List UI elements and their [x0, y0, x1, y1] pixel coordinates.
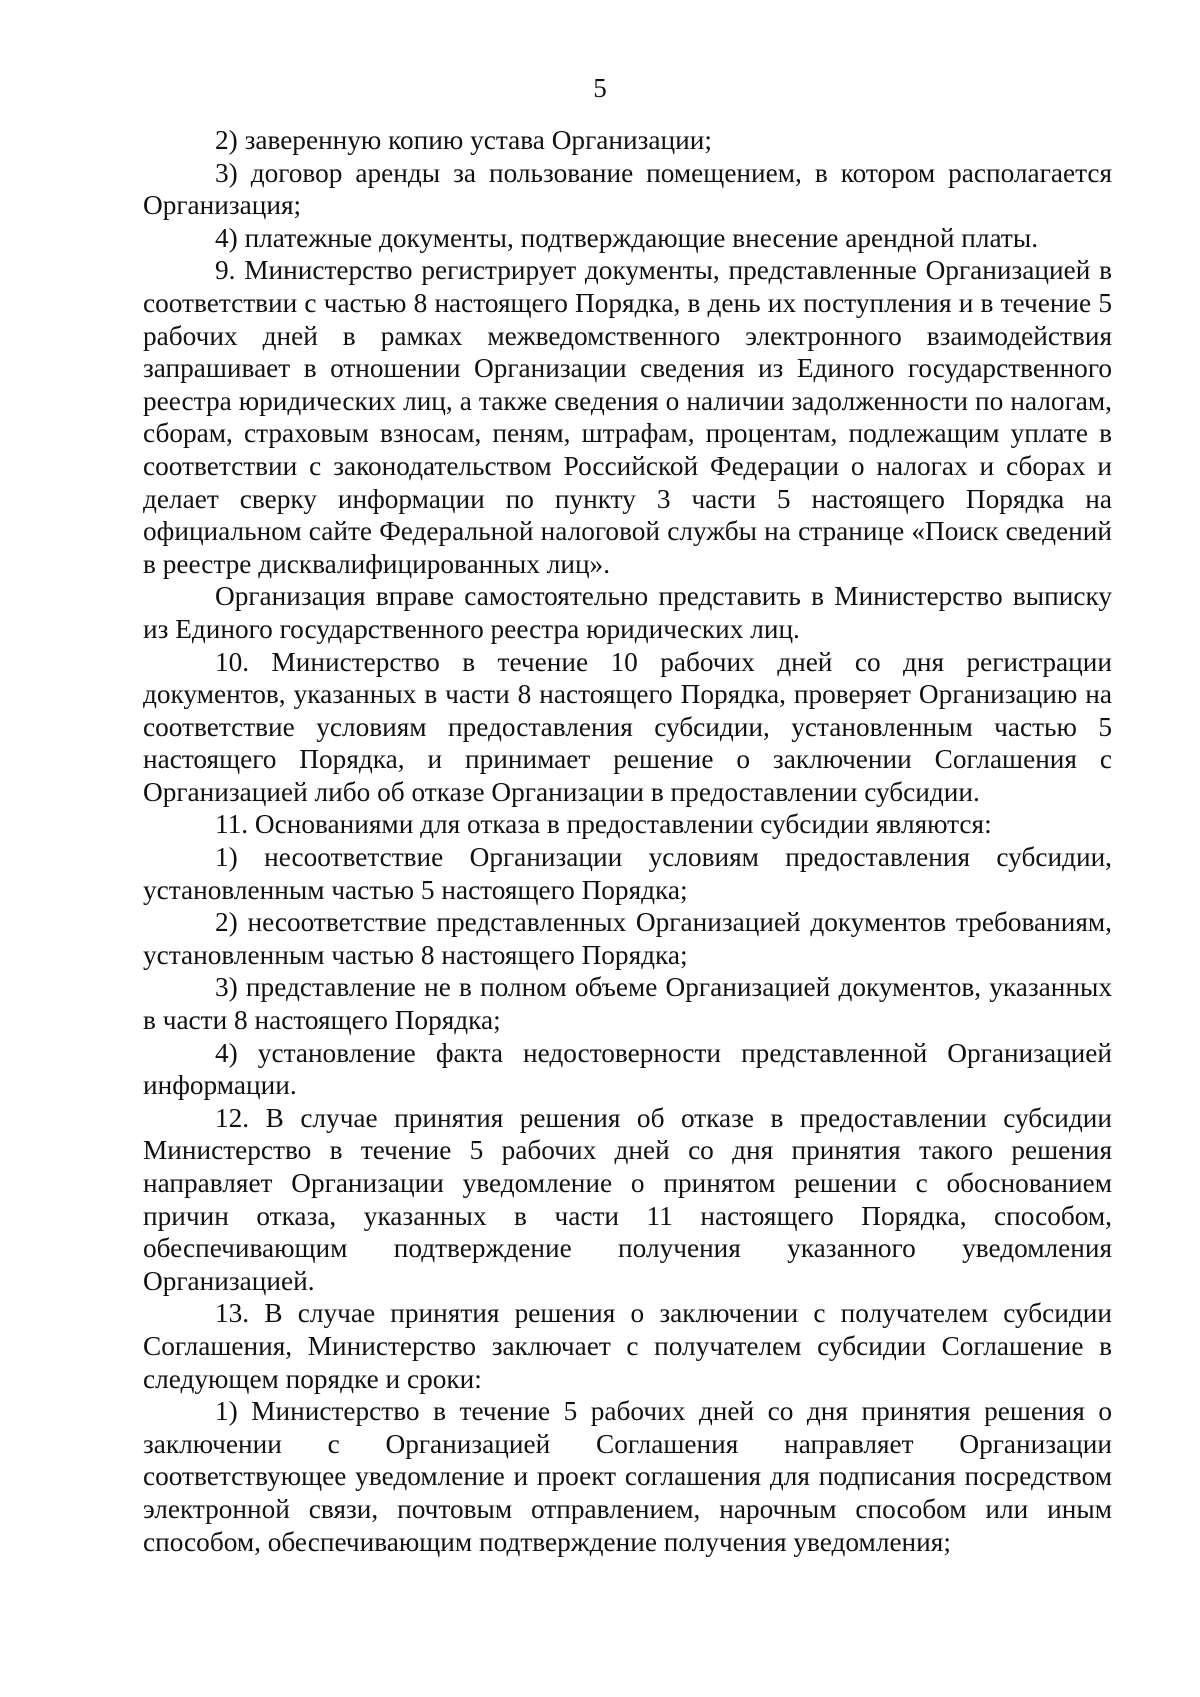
paragraph-section-12: 12. В случае принятия решения об отказе в предоставлении субсидии Министерство в течение 5 рабочих дней со дня принятия такого решения направляет Организации уведомление о принятом решении с обоснованием причин отказа, указанных в части 11 настоящего Порядка, способом, обеспечивающим подтверждение получения указанного уведомления Организацией.: [143, 1102, 1112, 1296]
paragraph-section-13-item-1: 1) Министерство в течение 5 рабочих дней со дня принятия решения о заключении с Организацией Соглашения направляет Организации соответствующее уведомление и проект соглашения для подписания посредством электронной связи, почтовым отправлением, нарочным способом или иным способом, обеспечивающим подтверждение получения уведомления;: [143, 1396, 1112, 1557]
paragraph-item-2-charter-copy: 2) заверенную копию устава Организации;: [215, 125, 712, 155]
paragraph-section-11-item-2: 2) несоответствие представленных Организацией документов требованиям, установленным частью 8 настоящего Порядка;: [143, 907, 1112, 970]
page-number: 5: [593, 73, 607, 103]
paragraph-section-11-item-3: 3) представление не в полном объеме Организацией документов, указанных в части 8 настоящего Порядка;: [143, 972, 1112, 1036]
paragraph-section-9: 9. Министерство регистрирует документы, представленные Организацией в соответствии с частью 8 настоящего Порядка, в день их поступления и в течение 5 рабочих дней в рамках межведомственного электронного взаимодействия запрашивает в отношении Организации сведения из Единого государственного реестра юридических лиц, а также сведения о наличии задолженности по налогам, сборам, страховым взносам, пеням, штрафам, процентам, подлежащим уплате в соответствии с законодательством Российской Федерации о налогах и сборах и делает сверку информации по пункту 3 части 5 настоящего Порядка на официальном сайте Федеральной налоговой службы на странице «Поиск сведений в реестре дисквалифицированных лиц».: [143, 255, 1112, 579]
paragraph-section-11-item-1: 1) несоответствие Организации условиям предоставления субсидии, установленным частью 5 настоящего Порядка;: [143, 842, 1112, 905]
paragraph-section-11-item-4: 4) установление факта недостоверности представленной Организацией информации.: [143, 1037, 1112, 1101]
document-body: [143, 124, 1112, 1558]
paragraph-item-4-payment-documents: 4) платежные документы, подтверждающие внесение арендной платы.: [215, 222, 1039, 253]
paragraph-section-11: 11. Основаниями для отказа в предоставлении субсидии являются:: [215, 809, 992, 840]
paragraph-section-10: 10. Министерство в течение 10 рабочих дней со дня регистрации документов, указанных в части 8 настоящего Порядка, проверяет Организацию на соответствие условиям предоставления субсидии, установленным частью 5 настоящего Порядка, и принимает решение о заключении Соглашения с Организацией либо об отказе Организации в предоставлении субсидии.: [143, 646, 1112, 807]
paragraph-section-9-extract: Организация вправе самостоятельно представить в Министерство выписку из Единого государственного реестра юридических лиц.: [143, 581, 1112, 644]
paragraph-item-3-lease-contract: 3) договор аренды за пользование помещением, в котором располагается Организация;: [143, 157, 1112, 221]
paragraph-section-13: 13. В случае принятия решения о заключении с получателем субсидии Соглашения, Министерство заключает с получателем субсидии Соглашение в следующем порядке и сроки:: [143, 1298, 1112, 1394]
